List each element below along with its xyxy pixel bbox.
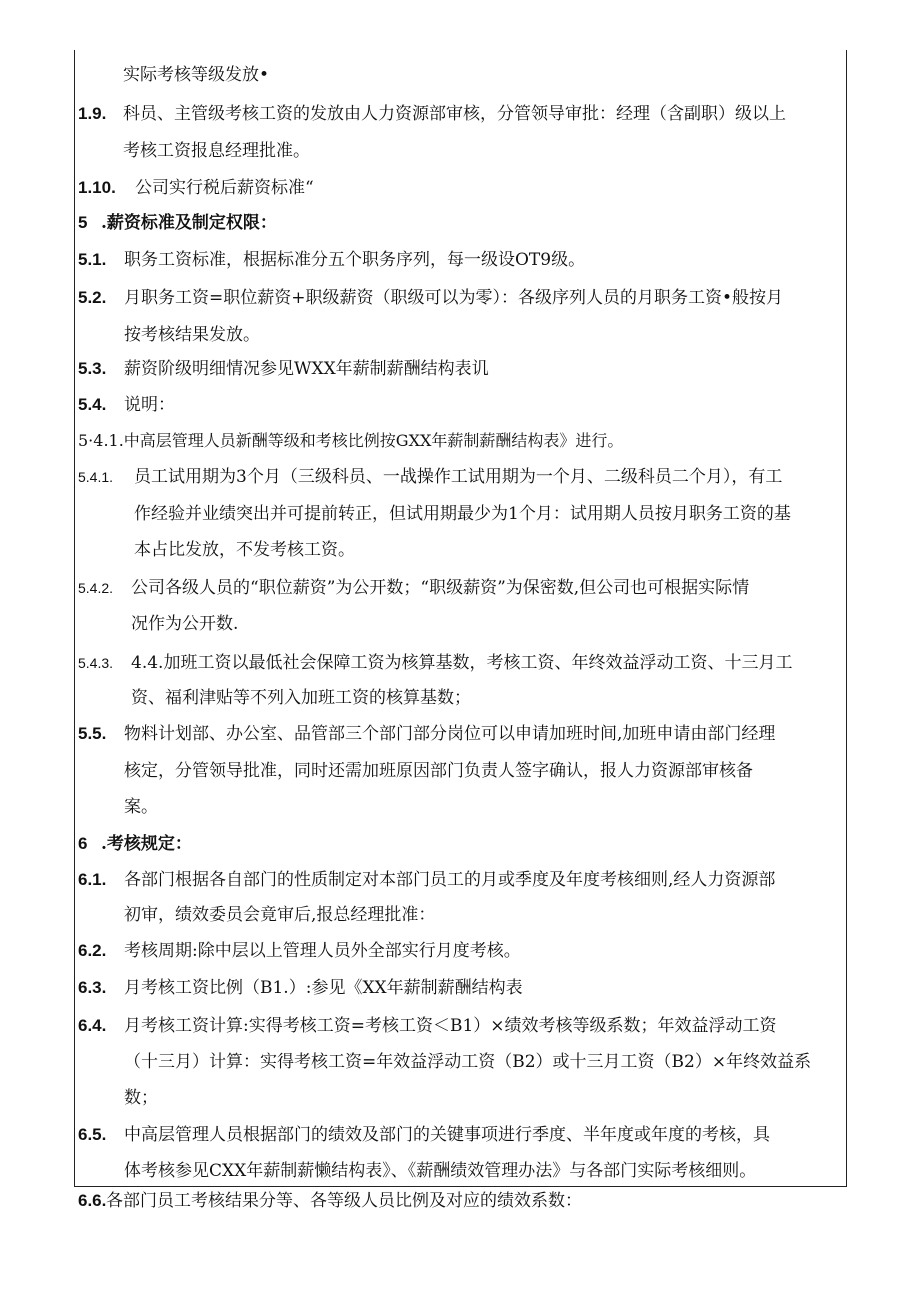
section-number: 5.4.3. [78,655,114,671]
section-number: 5.1. [78,250,107,269]
section-number: 5.4. [78,395,107,414]
section-number: 1.9. [78,104,107,123]
section-number: 5.5. [78,724,107,743]
section-number: 5.3. [78,359,107,378]
section-number: 6.3. [78,978,107,997]
section-number: 5.4.1. [78,469,114,485]
section-number: 6.1. [78,870,107,889]
section-number: 5.4.2. [78,580,114,596]
section-number: 6 [78,834,88,853]
section-number: 6.6. [78,1191,107,1210]
section-number: 6.5. [78,1125,107,1144]
section-number: 6.2. [78,941,107,960]
section-number: 1.10. [78,178,116,197]
section-number: 5 [78,213,88,232]
section-number: 6.4. [78,1016,107,1035]
section-number: 5.2. [78,288,107,307]
